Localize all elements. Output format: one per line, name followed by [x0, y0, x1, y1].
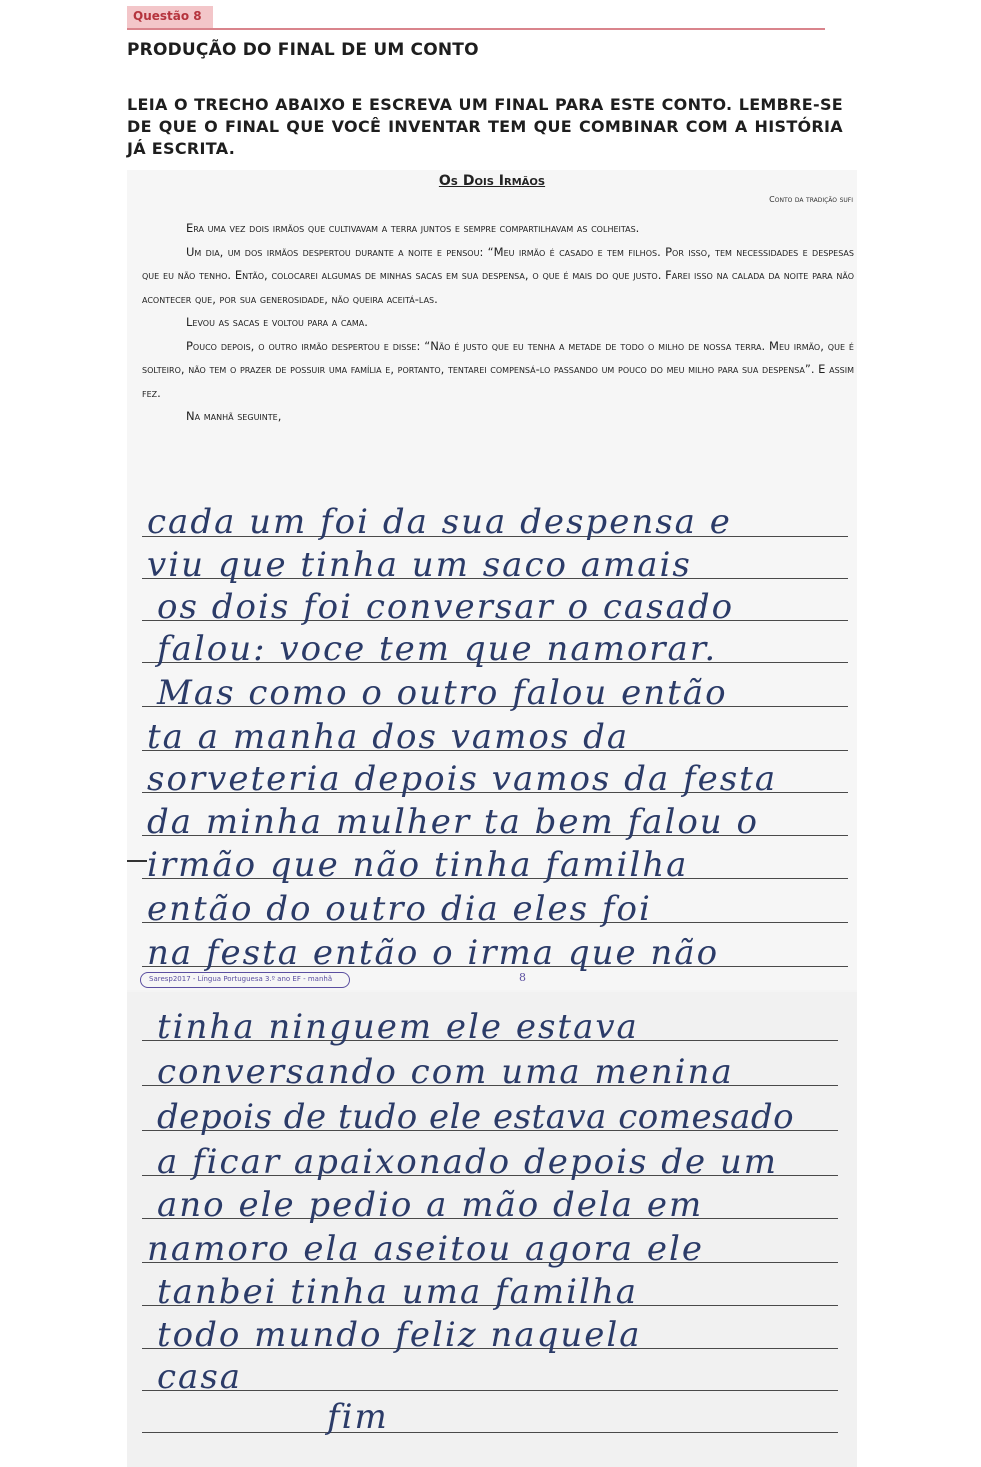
handwritten-line: então do outro dia eles foi — [147, 889, 652, 929]
handwritten-line: viu que tinha um saco amais — [147, 545, 692, 585]
handwritten-line: sorveteria depois vamos da festa — [147, 759, 778, 799]
handwritten-line: ano ele pedio a mão dela em — [157, 1185, 704, 1225]
handwritten-line: ta a manha dos vamos da — [147, 717, 630, 757]
answer-sheet — [127, 170, 857, 1467]
story-paragraph: Pouco depois, o outro irmão despertou e disse: “Não é justo que eu tenha a metade de todo o milho de nossa terra. Meu irmão, que é solteiro, não tem o prazer de possuir uma família e, portanto, tentarei compensá-lo passando um pouco do meu milho para sua despensa”. E assim fez. — [142, 338, 854, 400]
handwritten-line: namoro ela aseitou agora ele — [147, 1229, 704, 1269]
footer-label: Saresp2017 - Língua Portuguesa 3.º ano EF - manhã — [140, 972, 350, 988]
handwritten-line: tanbei tinha uma familha — [157, 1272, 639, 1312]
story-paragraph: Levou as sacas e voltou para a cama. — [186, 315, 368, 329]
story-text — [142, 217, 854, 429]
writing-line — [142, 1432, 838, 1433]
handwritten-line: da minha mulher ta bem falou o — [147, 802, 759, 842]
handwritten-line: Mas como o outro falou então — [157, 673, 728, 713]
handwritten-line: fim — [327, 1397, 389, 1437]
story-title: Os Dois Irmãos — [438, 173, 546, 189]
handwritten-line: falou: voce tem que namorar. — [157, 629, 718, 669]
handwritten-line: na festa então o irma que não — [147, 933, 720, 973]
question-rule — [127, 28, 825, 30]
handwritten-line: todo mundo feliz naquela — [157, 1315, 642, 1355]
handwritten-line: os dois foi conversar o casado — [157, 587, 735, 627]
handwritten-line: casa — [157, 1357, 243, 1397]
instructions: LEIA O TRECHO ABAIXO E ESCREVA UM FINAL PARA ESTE CONTO. LEMBRE-SE DE QUE O FINAL QUE VOCÊ INVENTAR TEM QUE COMBINAR COM A HISTÓRIA JÁ ESCRITA. — [127, 95, 843, 158]
question-tag: Questão 8 — [127, 6, 213, 28]
story-paragraph: Um dia, um dos irmãos despertou durante a noite e pensou: “Meu irmão é casado e tem filhos. Por isso, tem necessidades e despesas que eu não tenho. Então, colocarei algumas de minhas sacas em sua despensa, o que é mais do que justo. Farei isso na calada da noite para não acontecer que, por sua generosidade, não queira aceitá-las. — [142, 244, 854, 306]
handwritten-line: tinha ninguem ele estava — [157, 1007, 639, 1047]
page-number: 8 — [519, 971, 526, 984]
page-title: PRODUÇÃO DO FINAL DE UM CONTO — [127, 40, 479, 60]
dash-mark — [127, 860, 147, 862]
handwritten-line: a ficar apaixonado depois de um — [157, 1142, 779, 1182]
story-paragraph: Na manhã seguinte, — [186, 409, 282, 423]
writing-line — [142, 1390, 838, 1391]
story-paragraph: Era uma vez dois irmãos que cultivavam a terra juntos e sempre compartilhavam as colheitas. — [186, 221, 640, 235]
handwritten-line: irmão que não tinha familha — [147, 845, 689, 885]
handwritten-line: cada um foi da sua despensa e — [147, 502, 732, 542]
handwritten-line: depois de tudo ele estava comesado — [157, 1097, 795, 1137]
story-source: Conto da tradição sufi — [769, 195, 853, 204]
handwritten-line: conversando com uma menina — [157, 1052, 734, 1092]
